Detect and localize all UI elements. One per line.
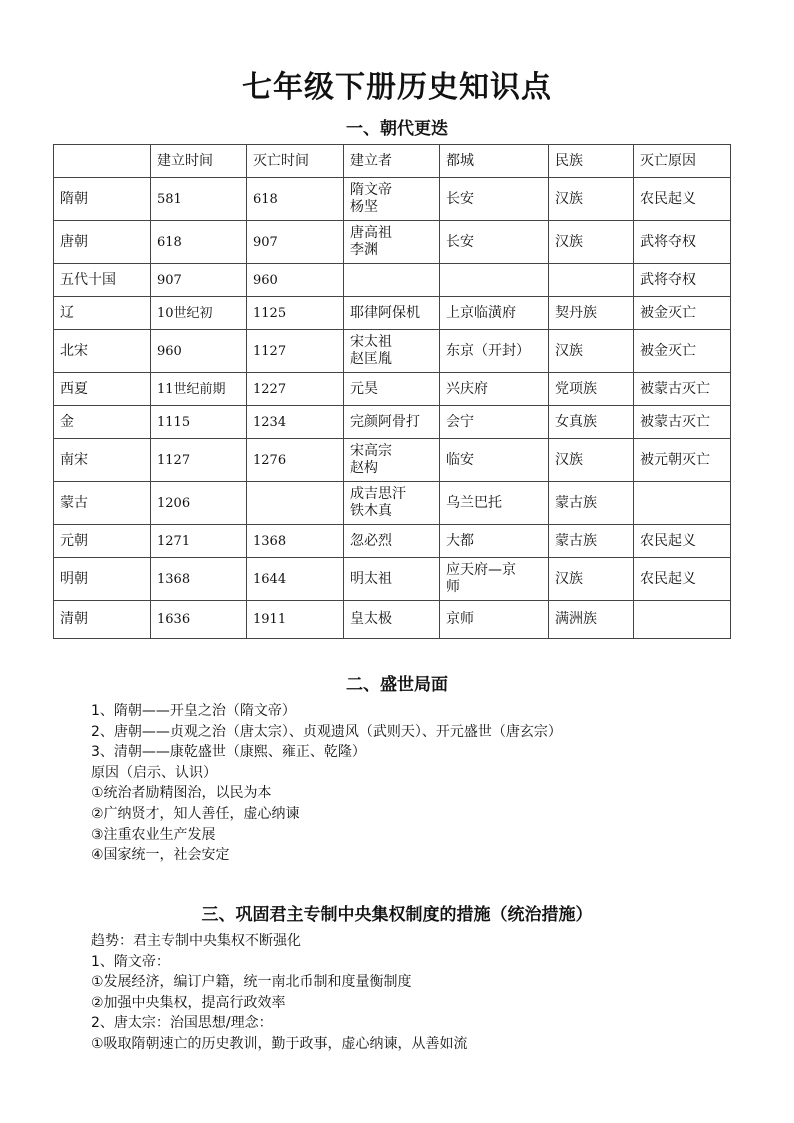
cell-ended: 1227 bbox=[247, 373, 344, 406]
cell-line: 京师 bbox=[446, 611, 474, 627]
measures-line: 2、唐太宗：治国思想/理念： bbox=[91, 1015, 273, 1032]
cell-founder bbox=[344, 439, 440, 482]
measures-line: ①吸取隋朝速亡的历史教训，勤于政事，虚心纳谏，从善如流 bbox=[91, 1035, 468, 1052]
cell-reason: 被金灭亡 bbox=[634, 297, 731, 330]
cell-line: 元昊 bbox=[350, 380, 378, 397]
table-header-cell: 建立者 bbox=[344, 145, 440, 178]
prosperity-list bbox=[91, 701, 562, 866]
table-header-cell: 建立时间 bbox=[151, 145, 247, 178]
cell-founded: 10世纪初 bbox=[151, 297, 247, 330]
cell-founded: 1206 bbox=[151, 482, 247, 525]
table-row bbox=[54, 482, 731, 525]
prosperity-line: ④国家统一，社会安定 bbox=[91, 847, 230, 864]
cell-ended: 1276 bbox=[247, 439, 344, 482]
cell-ended: 907 bbox=[247, 221, 344, 264]
table-row bbox=[54, 558, 731, 601]
cell-dynasty: 西夏 bbox=[54, 373, 151, 406]
cell-dynasty: 清朝 bbox=[54, 601, 151, 639]
cell-founded: 907 bbox=[151, 264, 247, 297]
cell-line: 兴庆府 bbox=[446, 380, 488, 397]
cell-founder bbox=[344, 601, 440, 639]
cell-ethnicity: 汉族 bbox=[549, 439, 634, 482]
cell-line: 宋太祖 bbox=[350, 334, 392, 350]
cell-line: 忽必烈 bbox=[350, 532, 392, 549]
section-heading-dynasties: 一、朝代更迭 bbox=[346, 119, 448, 139]
cell-line: 师 bbox=[446, 579, 460, 595]
cell-capital bbox=[440, 439, 549, 482]
cell-line: 赵构 bbox=[350, 460, 378, 476]
cell-founded: 1368 bbox=[151, 558, 247, 601]
table-header-cell: 民族 bbox=[549, 145, 634, 178]
cell-line: 赵匡胤 bbox=[350, 351, 392, 367]
cell-dynasty: 五代十国 bbox=[54, 264, 151, 297]
table-row bbox=[54, 373, 731, 406]
prosperity-line: 2、唐朝——贞观之治（唐太宗）、贞观遗风（武则天）、开元盛世（唐玄宗） bbox=[91, 723, 562, 740]
cell-reason: 农民起义 bbox=[634, 558, 731, 601]
cell-line: 会宁 bbox=[446, 413, 474, 430]
cell-line: 东京（开封） bbox=[446, 342, 530, 359]
cell-dynasty: 明朝 bbox=[54, 558, 151, 601]
cell-ended: 618 bbox=[247, 178, 344, 221]
table-row bbox=[54, 264, 731, 297]
cell-reason bbox=[634, 601, 731, 639]
cell-founder bbox=[344, 373, 440, 406]
cell-reason: 武将夺权 bbox=[634, 264, 731, 297]
cell-ended: 960 bbox=[247, 264, 344, 297]
cell-capital bbox=[440, 406, 549, 439]
cell-dynasty: 元朝 bbox=[54, 525, 151, 558]
cell-line: 唐高祖 bbox=[350, 225, 392, 241]
cell-founder bbox=[344, 558, 440, 601]
cell-dynasty: 隋朝 bbox=[54, 178, 151, 221]
cell-line: 杨坚 bbox=[350, 199, 378, 215]
table-row bbox=[54, 330, 731, 373]
measures-line: ①发展经济，编订户籍，统一南北币制和度量衡制度 bbox=[91, 974, 412, 991]
cell-line: 铁木真 bbox=[350, 503, 392, 519]
cell-dynasty: 蒙古 bbox=[54, 482, 151, 525]
cell-capital bbox=[440, 558, 549, 601]
cell-ended: 1125 bbox=[247, 297, 344, 330]
cell-dynasty: 北宋 bbox=[54, 330, 151, 373]
cell-founded: 1127 bbox=[151, 439, 247, 482]
measures-line: 1、隋文帝： bbox=[91, 953, 170, 970]
cell-ethnicity: 满洲族 bbox=[549, 601, 634, 639]
cell-capital bbox=[440, 330, 549, 373]
table-row bbox=[54, 525, 731, 558]
dynasty-table bbox=[53, 144, 731, 639]
cell-ethnicity: 汉族 bbox=[549, 330, 634, 373]
cell-reason: 被蒙古灭亡 bbox=[634, 406, 731, 439]
measures-list bbox=[91, 931, 468, 1055]
cell-line: 乌兰巴托 bbox=[446, 494, 502, 511]
cell-ethnicity: 女真族 bbox=[549, 406, 634, 439]
cell-ethnicity: 蒙古族 bbox=[549, 482, 634, 525]
table-header-cell: 灭亡原因 bbox=[634, 145, 731, 178]
prosperity-line: ②广纳贤才，知人善任，虚心纳谏 bbox=[91, 805, 300, 822]
table-row bbox=[54, 221, 731, 264]
cell-capital bbox=[440, 297, 549, 330]
cell-ethnicity: 党项族 bbox=[549, 373, 634, 406]
cell-ethnicity: 汉族 bbox=[549, 178, 634, 221]
cell-founded: 618 bbox=[151, 221, 247, 264]
cell-line: 李渊 bbox=[350, 242, 378, 258]
cell-ethnicity: 汉族 bbox=[549, 558, 634, 601]
cell-capital bbox=[440, 178, 549, 221]
prosperity-line: 原因（启示、认识） bbox=[91, 764, 217, 781]
measures-line: ②加强中央集权，提高行政效率 bbox=[91, 994, 286, 1011]
cell-ended: 1911 bbox=[247, 601, 344, 639]
cell-founder bbox=[344, 221, 440, 264]
cell-ended: 1127 bbox=[247, 330, 344, 373]
cell-line: 耶律阿保机 bbox=[350, 304, 420, 321]
cell-reason bbox=[634, 482, 731, 525]
cell-reason: 武将夺权 bbox=[634, 221, 731, 264]
table-row bbox=[54, 178, 731, 221]
prosperity-line: ③注重农业生产发展 bbox=[91, 826, 216, 843]
cell-founder bbox=[344, 406, 440, 439]
table-row bbox=[54, 297, 731, 330]
prosperity-line: 1、隋朝——开皇之治（隋文帝） bbox=[91, 703, 296, 719]
measures-line: 趋势：君主专制中央集权不断强化 bbox=[91, 933, 301, 949]
table-row bbox=[54, 406, 731, 439]
cell-line: 隋文帝 bbox=[350, 182, 392, 198]
cell-reason: 农民起义 bbox=[634, 178, 731, 221]
cell-ethnicity: 汉族 bbox=[549, 221, 634, 264]
cell-founder bbox=[344, 330, 440, 373]
cell-ended: 1368 bbox=[247, 525, 344, 558]
cell-ended: 1234 bbox=[247, 406, 344, 439]
cell-reason: 被金灭亡 bbox=[634, 330, 731, 373]
cell-dynasty: 唐朝 bbox=[54, 221, 151, 264]
prosperity-line: ①统治者励精图治，以民为本 bbox=[91, 785, 272, 802]
cell-line: 明太祖 bbox=[350, 570, 392, 587]
cell-line: 完颜阿骨打 bbox=[350, 413, 420, 430]
cell-line: 长安 bbox=[446, 233, 474, 250]
cell-line: 长安 bbox=[446, 190, 474, 207]
cell-ethnicity bbox=[549, 264, 634, 297]
cell-founder bbox=[344, 264, 440, 297]
table-row bbox=[54, 439, 731, 482]
cell-founded: 1115 bbox=[151, 406, 247, 439]
cell-line: 成吉思汗 bbox=[350, 486, 406, 502]
section-heading-prosperity: 二、盛世局面 bbox=[346, 675, 448, 695]
cell-capital bbox=[440, 221, 549, 264]
cell-line: 宋高宗 bbox=[350, 443, 392, 459]
cell-capital bbox=[440, 601, 549, 639]
cell-line: 上京临潢府 bbox=[446, 304, 516, 321]
cell-founder bbox=[344, 525, 440, 558]
cell-line: 大都 bbox=[446, 532, 474, 549]
cell-reason: 农民起义 bbox=[634, 525, 731, 558]
cell-dynasty: 金 bbox=[54, 406, 151, 439]
cell-ethnicity: 契丹族 bbox=[549, 297, 634, 330]
cell-line: 应天府—京 bbox=[446, 562, 516, 578]
cell-line: 临安 bbox=[446, 451, 474, 468]
cell-reason: 被蒙古灭亡 bbox=[634, 373, 731, 406]
cell-capital bbox=[440, 525, 549, 558]
cell-ethnicity: 蒙古族 bbox=[549, 525, 634, 558]
cell-founded: 1636 bbox=[151, 601, 247, 639]
cell-capital bbox=[440, 482, 549, 525]
cell-founded: 581 bbox=[151, 178, 247, 221]
cell-founder bbox=[344, 178, 440, 221]
table-row bbox=[54, 601, 731, 639]
cell-founded: 11世纪前期 bbox=[151, 373, 247, 406]
cell-founded: 960 bbox=[151, 330, 247, 373]
cell-ended bbox=[247, 482, 344, 525]
table-header-cell: 灭亡时间 bbox=[247, 145, 344, 178]
cell-founder bbox=[344, 482, 440, 525]
table-header-cell: 都城 bbox=[440, 145, 549, 178]
page-title: 七年级下册历史知识点 bbox=[242, 70, 552, 105]
cell-dynasty: 南宋 bbox=[54, 439, 151, 482]
cell-line: 皇太极 bbox=[350, 611, 392, 627]
prosperity-line: 3、清朝——康乾盛世（康熙、雍正、乾隆） bbox=[91, 744, 366, 761]
cell-founded: 1271 bbox=[151, 525, 247, 558]
cell-capital bbox=[440, 264, 549, 297]
cell-dynasty: 辽 bbox=[54, 297, 151, 330]
cell-capital bbox=[440, 373, 549, 406]
cell-founder bbox=[344, 297, 440, 330]
section-heading-measures: 三、巩固君主专制中央集权制度的措施（统治措施） bbox=[201, 905, 593, 925]
table-header-cell bbox=[54, 145, 151, 178]
cell-reason: 被元朝灭亡 bbox=[634, 439, 731, 482]
cell-ended: 1644 bbox=[247, 558, 344, 601]
